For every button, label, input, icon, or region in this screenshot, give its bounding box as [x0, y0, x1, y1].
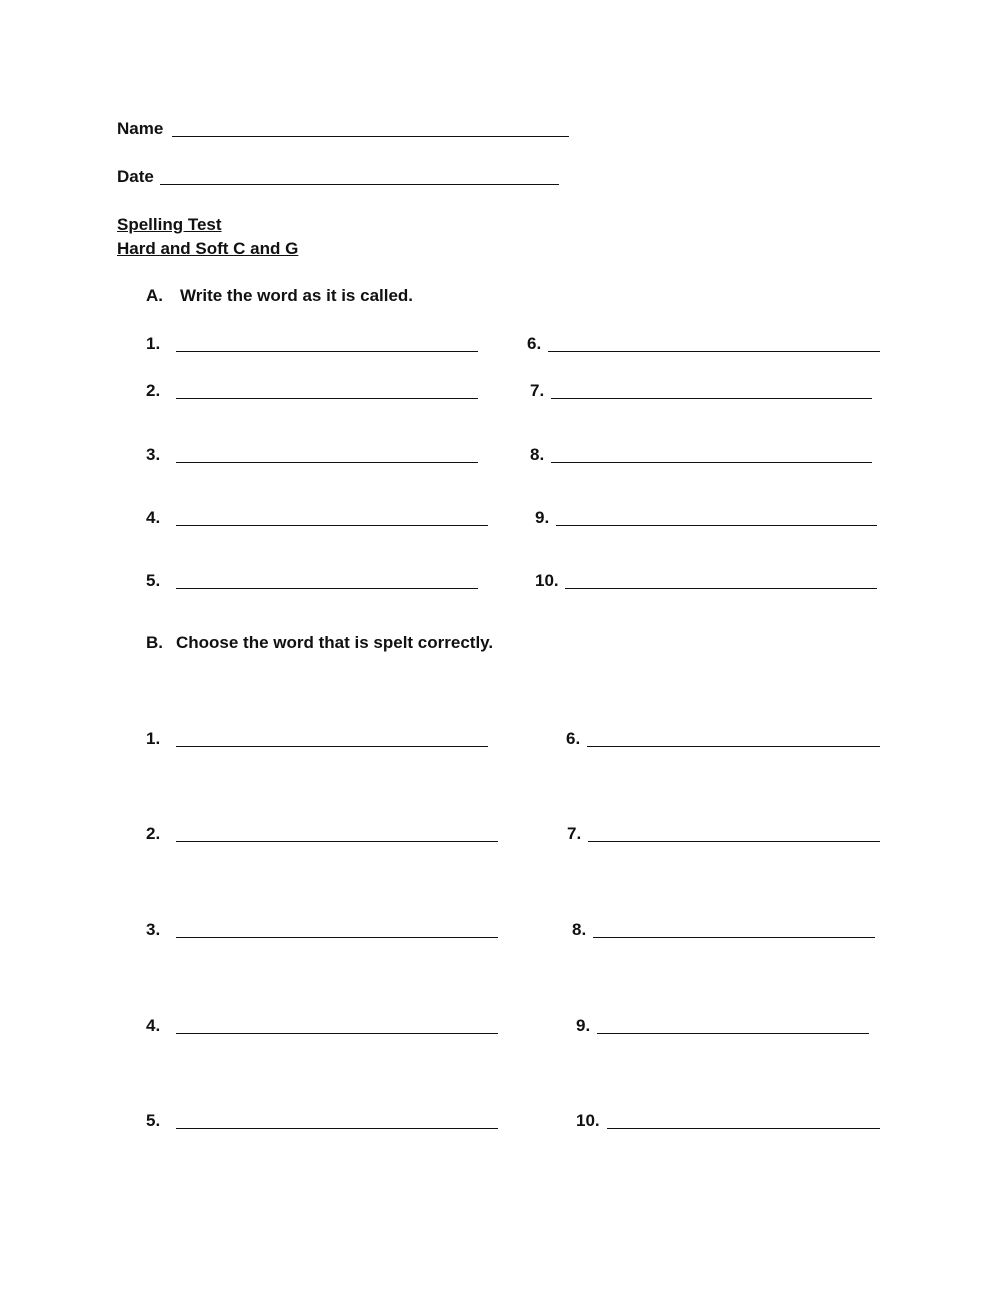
section-b-answer-5[interactable] [176, 1106, 502, 1128]
name-input[interactable] [172, 114, 573, 136]
section-b-answer-9[interactable] [597, 1011, 873, 1033]
answer-line [556, 525, 877, 526]
section-b-item-number: 2. [146, 824, 161, 843]
section-a-answer-8[interactable] [551, 440, 876, 462]
section-b-answer-6[interactable] [587, 724, 884, 746]
answer-line [176, 1033, 498, 1034]
section-b-answer-8[interactable] [593, 915, 879, 937]
section-b-marker: B. [146, 633, 163, 652]
page-title: Spelling Test [117, 215, 222, 234]
section-a-item-number: 2. [146, 381, 161, 400]
name-line [172, 136, 569, 137]
section-b-answer-1[interactable] [176, 724, 492, 746]
section-a-item-number: 3. [146, 445, 161, 464]
answer-line [588, 841, 880, 842]
section-a-item-number: 10. [535, 571, 559, 590]
date-label: Date [117, 167, 154, 186]
answer-line [176, 525, 488, 526]
section-b-item-number: 6. [566, 729, 581, 748]
section-b-item-number: 1. [146, 729, 161, 748]
answer-line [176, 351, 478, 352]
answer-line [176, 746, 488, 747]
section-a-instruction: Write the word as it is called. [180, 286, 414, 305]
answer-line [548, 351, 880, 352]
section-a-answer-4[interactable] [176, 503, 492, 525]
section-b-item-number: 9. [576, 1016, 591, 1035]
answer-line [607, 1128, 880, 1129]
answer-line [176, 937, 498, 938]
section-a-item-number: 9. [535, 508, 550, 527]
section-b-answer-7[interactable] [588, 819, 884, 841]
answer-line [597, 1033, 869, 1034]
section-a-answer-7[interactable] [551, 376, 876, 398]
answer-line [176, 462, 478, 463]
name-label: Name [117, 119, 164, 138]
section-a-answer-10[interactable] [565, 566, 881, 588]
section-b-answer-2[interactable] [176, 819, 502, 841]
section-a-item-number: 8. [530, 445, 545, 464]
answer-line [176, 1128, 498, 1129]
answer-line [587, 746, 880, 747]
section-a-answer-1[interactable] [176, 329, 482, 351]
section-b-answer-4[interactable] [176, 1011, 502, 1033]
section-b-item-number: 4. [146, 1016, 161, 1035]
answer-line [551, 398, 872, 399]
section-b-answer-10[interactable] [607, 1106, 884, 1128]
section-a-marker: A. [146, 286, 163, 305]
section-a-answer-9[interactable] [556, 503, 881, 525]
section-a-item-number: 7. [530, 381, 545, 400]
section-a-answer-3[interactable] [176, 440, 482, 462]
page-subtitle: Hard and Soft C and G [117, 239, 299, 258]
section-b-item-number: 8. [572, 920, 587, 939]
section-b-item-number: 5. [146, 1111, 161, 1130]
answer-line [176, 588, 478, 589]
date-line [160, 184, 559, 185]
section-a-item-number: 6. [527, 334, 542, 353]
section-a-answer-5[interactable] [176, 566, 482, 588]
section-b-item-number: 3. [146, 920, 161, 939]
date-input[interactable] [160, 162, 563, 184]
section-b-item-number: 10. [576, 1111, 600, 1130]
section-a-item-number: 4. [146, 508, 161, 527]
answer-line [176, 398, 478, 399]
section-a-item-number: 1. [146, 334, 161, 353]
section-a-answer-2[interactable] [176, 376, 482, 398]
section-b-item-number: 7. [567, 824, 582, 843]
answer-line [593, 937, 875, 938]
section-a-answer-6[interactable] [548, 329, 884, 351]
section-a-item-number: 5. [146, 571, 161, 590]
answer-line [176, 841, 498, 842]
section-b-answer-3[interactable] [176, 915, 502, 937]
answer-line [551, 462, 872, 463]
answer-line [565, 588, 877, 589]
section-b-instruction: Choose the word that is spelt correctly. [176, 633, 494, 652]
